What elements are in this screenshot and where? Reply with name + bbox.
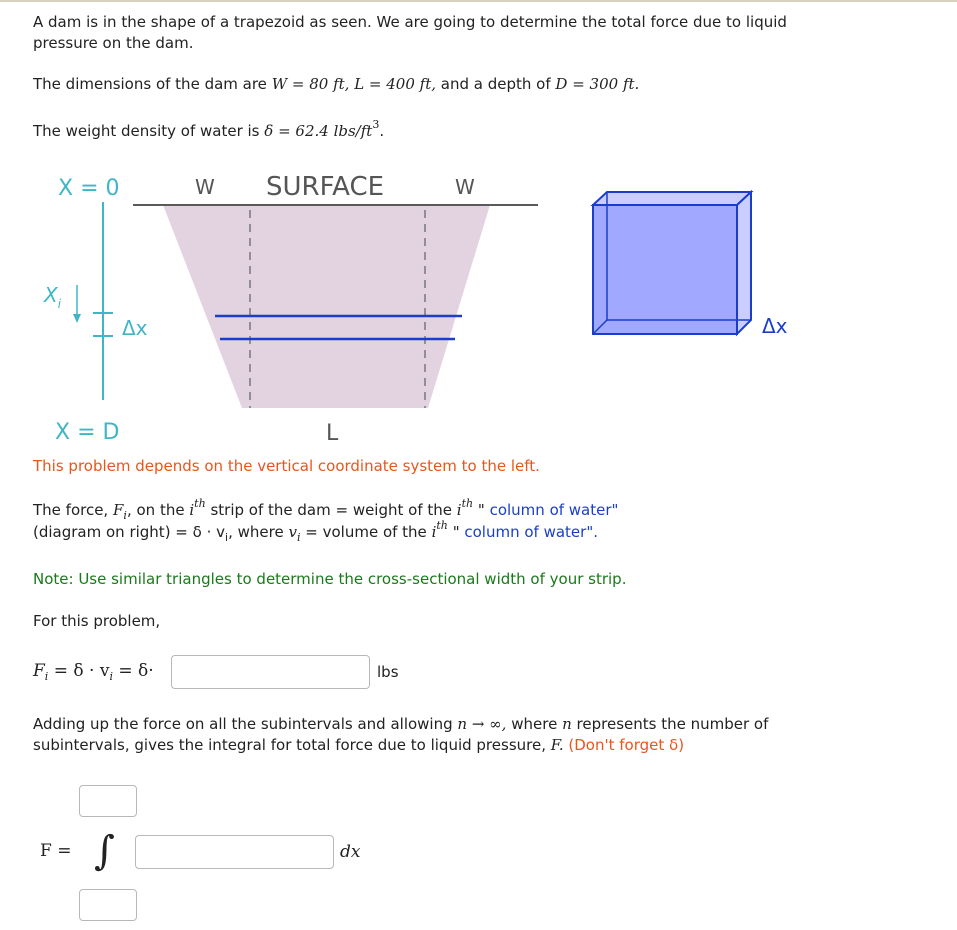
integral-sign: ∫ — [94, 828, 115, 874]
lbs-unit: lbs — [377, 663, 399, 681]
dx-label-right: Δx — [762, 314, 788, 338]
intro-line-2: pressure on the dam. — [33, 34, 194, 52]
force-line-1: The force, $F_i$, on the $i^{th}$ strip of the dam = weight of the $i^{th}$ " column of water" — [33, 497, 619, 522]
column-of-water-2: column of water". — [464, 523, 598, 541]
dimensions-w-l: W = 80 ft, L = 400 ft, — [271, 75, 437, 93]
dimensions-middle: and a depth of — [440, 75, 551, 93]
dam-trapezoid — [163, 205, 490, 408]
density-prefix: The weight density of water is — [33, 122, 260, 140]
surface-label: SURFACE — [266, 172, 385, 202]
coordinate-note: This problem depends on the vertical coordinate system to the left. — [33, 457, 540, 475]
x0-label: X = 0 — [58, 176, 120, 201]
summation-paragraph: Adding up the force on all the subintervals and allowing n → ∞, where n represents the number of subintervals, gives the integral for total force due to liquid pressure, F. (Don't forget δ) — [33, 715, 769, 754]
force-line-2: (diagram on right) = $\delta \cdot v_i$, where $v_i$ = volume of the $i^{th}$ " column of water". — [33, 519, 598, 544]
density-exp: 3 — [372, 118, 380, 131]
dont-forget-delta: (Don't forget δ) — [568, 736, 685, 754]
dimensions-d: D = 300 ft. — [555, 75, 640, 93]
intro-paragraph — [33, 12, 787, 54]
l-label: L — [326, 421, 339, 446]
dx-label: dx — [340, 842, 361, 862]
w-right-label: W — [455, 175, 475, 199]
dimensions-prefix: The dimensions of the dam are — [33, 75, 267, 93]
w-left-label: W — [195, 175, 215, 199]
box-front-face — [593, 205, 737, 334]
dx-label-left: Δx — [122, 316, 148, 340]
xi-label: $X_i$ — [44, 283, 62, 311]
force-strip-input[interactable] — [171, 655, 370, 689]
similar-triangles-hint: Note: Use similar triangles to determine the cross-sectional width of your strip. — [33, 570, 627, 588]
integral-lhs: F = — [40, 841, 72, 861]
dimensions-line — [33, 74, 639, 95]
xd-label: X = D — [55, 420, 120, 445]
density-value: δ = 62.4 lbs/ft — [264, 122, 373, 140]
box-side-face — [737, 192, 751, 334]
lower-limit-input[interactable] — [79, 889, 137, 921]
density-suffix: . — [379, 122, 385, 140]
top-border — [0, 0, 957, 2]
density-line — [33, 118, 385, 143]
force-equation: $F_i = \delta \cdot v_i = \delta\cdot$ — [33, 661, 154, 683]
force-description — [33, 497, 619, 544]
box-top-face — [593, 192, 751, 205]
upper-limit-input[interactable] — [79, 785, 137, 817]
xi-arrowhead — [73, 314, 81, 323]
intro-line-1: A dam is in the shape of a trapezoid as seen. We are going to determine the total force due to liquid — [33, 13, 787, 31]
integrand-input[interactable] — [135, 835, 334, 869]
for-this-problem: For this problem, — [33, 612, 161, 630]
column-of-water-1: column of water" — [489, 501, 619, 519]
dam-diagram — [0, 160, 957, 450]
